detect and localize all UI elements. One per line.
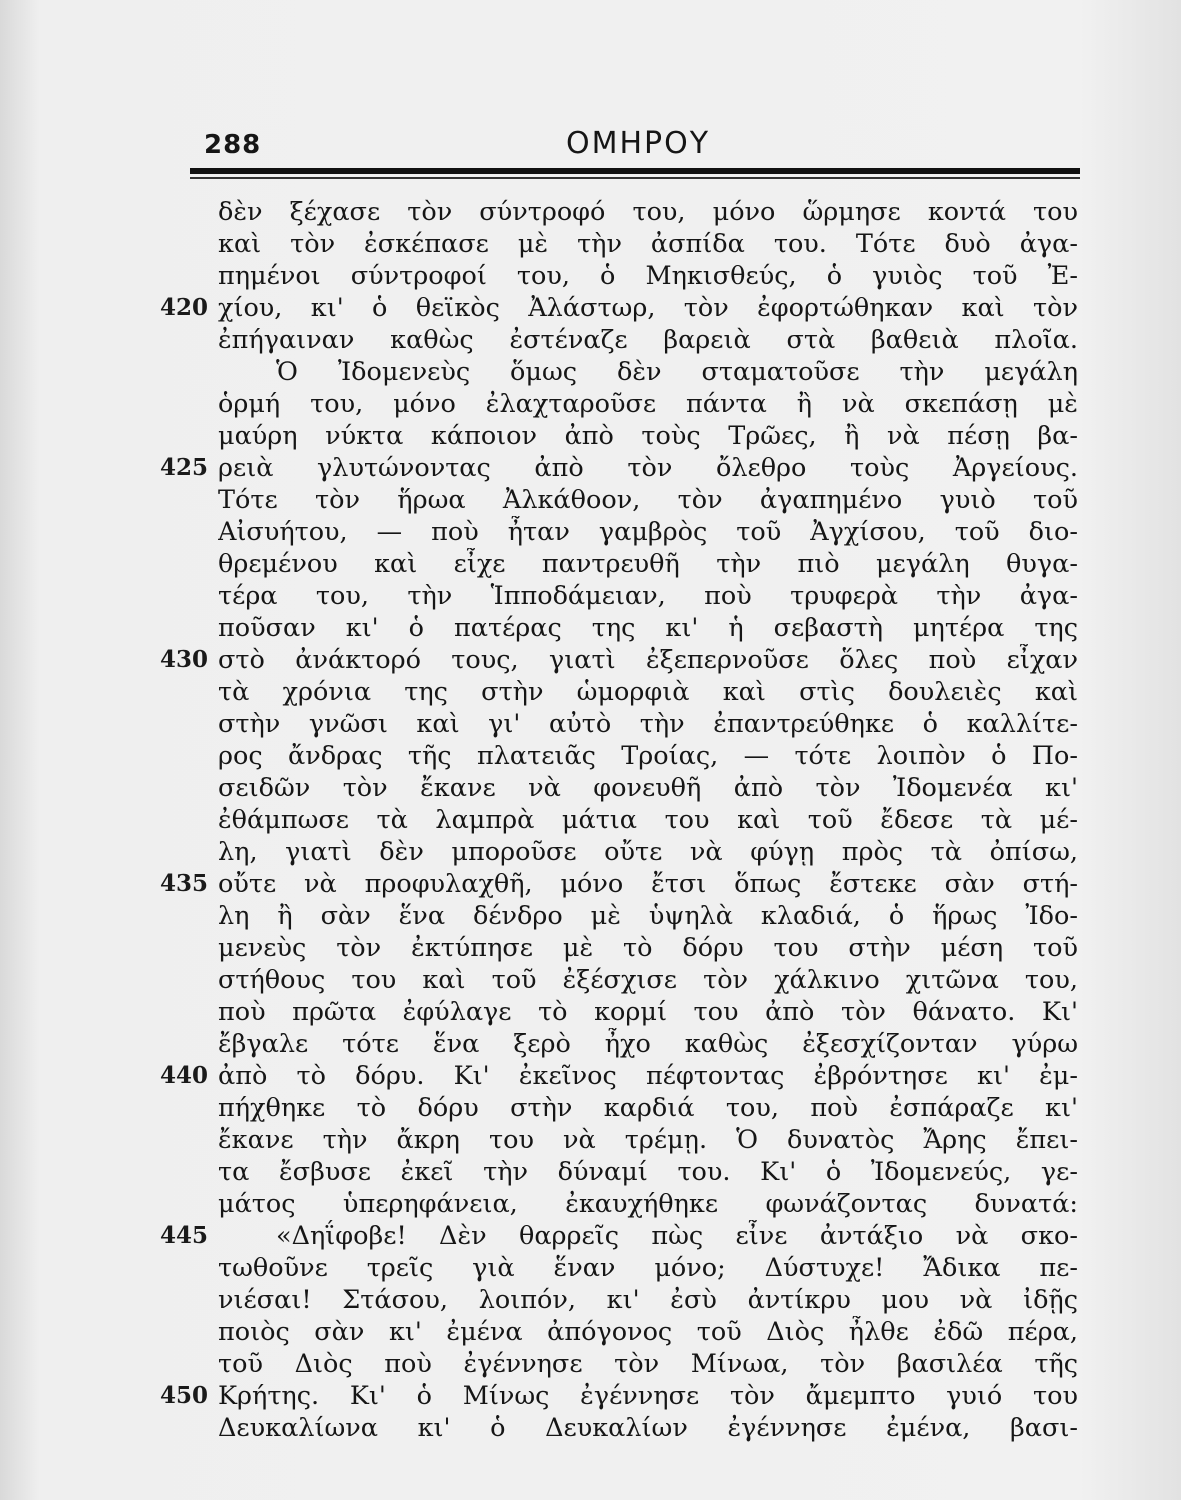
text-line: στὸ ἀνάκτορό τους, γιατὶ ἐξεπερνοῦσε ὅλες ποὺ εἶχαν <box>218 645 1078 675</box>
line-number: 445 <box>160 1222 209 1249</box>
text-line: μαύρη νύκτα κάποιον ἀπὸ τοὺς Τρῶες, ἢ νὰ πέσῃ βα- <box>218 421 1078 451</box>
text-line: ἐθάμπωσε τὰ λαμπρὰ μάτια του καὶ τοῦ ἔδεσε τὰ μέ- <box>218 805 1078 835</box>
text-line: οὔτε νὰ προφυλαχθῆ, μόνο ἔτσι ὅπως ἔστεκε σὰν στή- <box>218 869 1078 899</box>
text-line: ἐπήγαιναν καθὼς ἐστέναζε βαρειὰ στὰ βαθειὰ πλοῖα. <box>218 325 1078 355</box>
line-number: 435 <box>160 870 209 897</box>
text-line: μάτος ὑπερηφάνεια, ἐκαυχήθηκε φωνάζοντας δυνατά: <box>218 1189 1078 1219</box>
text-line: θρεμένου καὶ εἶχε παντρευθῆ τὴν πιὸ μεγάλη θυγα- <box>218 549 1078 579</box>
line-number: 450 <box>160 1382 209 1409</box>
text-line: ποιὸς σὰν κι' ἐμένα ἀπόγονος τοῦ Διὸς ἦλθε ἐδῶ πέρα, <box>218 1317 1078 1347</box>
text-line: στήθους του καὶ τοῦ ἐξέσχισε τὸν χάλκινο χιτῶνα του, <box>218 965 1078 995</box>
line-number: 425 <box>160 454 209 481</box>
text-line: ρος ἄνδρας τῆς πλατειᾶς Τροίας, — τότε λοιπὸν ὁ Πο- <box>218 741 1078 771</box>
text-line: τέρα του, τὴν Ἱπποδάμειαν, ποὺ τρυφερὰ τὴν ἀγα- <box>218 581 1078 611</box>
text-line: μενεὺς τὸν ἐκτύπησε μὲ τὸ δόρυ του στὴν μέση τοῦ <box>218 933 1078 963</box>
text-line: ρειὰ γλυτώνοντας ἀπὸ τὸν ὄλεθρο τοὺς Ἀργείους. <box>218 453 1078 483</box>
text-line: Αἰσυήτου, — ποὺ ἦταν γαμβρὸς τοῦ Ἀγχίσου, τοῦ διο- <box>218 517 1078 547</box>
text-line: δὲν ξέχασε τὸν σύντροφό του, μόνο ὥρμησε κοντά του <box>218 197 1078 227</box>
main-text <box>218 196 1078 1444</box>
line-number: 420 <box>160 294 209 321</box>
text-line: νιέσαι! Στάσου, λοιπόν, κι' ἐσὺ ἀντίκρυ μου νὰ ἰδῇς <box>218 1285 1078 1315</box>
line-number: 440 <box>160 1062 209 1089</box>
text-line: χίου, κι' ὁ θεϊκὸς Ἀλάστωρ, τὸν ἐφορτώθηκαν καὶ τὸν <box>218 293 1078 323</box>
text-line: Ὁ Ἰδομενεὺς ὅμως δὲν σταματοῦσε τὴν μεγάλη <box>276 357 1078 387</box>
text-line: τὰ χρόνια της στὴν ὡμορφιὰ καὶ στὶς δουλειὲς καὶ <box>218 677 1078 707</box>
text-line: πήχθηκε τὸ δόρυ στὴν καρδιά του, ποὺ ἐσπάραζε κι' <box>218 1093 1078 1123</box>
text-line: πημένοι σύντροφοί του, ὁ Μηκισθεύς, ὁ γυιὸς τοῦ Ἐ- <box>218 261 1078 291</box>
text-line: ὁρμή του, μόνο ἐλαχταροῦσε πάντα ἢ νὰ σκεπάσῃ μὲ <box>218 389 1078 419</box>
page-header <box>196 126 1076 166</box>
text-line: ἔκανε τὴν ἄκρη του νὰ τρέμῃ. Ὁ δυνατὸς Ἄρης ἔπει- <box>218 1125 1078 1155</box>
page-number: 288 <box>204 130 262 160</box>
line-number: 430 <box>160 646 209 673</box>
text-line: λη, γιατὶ δὲν μποροῦσε οὔτε νὰ φύγῃ πρὸς τὰ ὀπίσω, <box>218 837 1078 867</box>
text-line: ἀπὸ τὸ δόρυ. Κι' ἐκεῖνος πέφτοντας ἐβρόντησε κι' ἐμ- <box>218 1061 1078 1091</box>
text-line: σειδῶν τὸν ἔκανε νὰ φονευθῆ ἀπὸ τὸν Ἰδομενέα κι' <box>218 773 1078 803</box>
running-head: ΟΜΗΡΟΥ <box>566 126 711 161</box>
header-rule <box>190 168 1080 174</box>
text-line: λη ἢ σὰν ἕνα δένδρο μὲ ὑψηλὰ κλαδιά, ὁ ἥρως Ἰδο- <box>218 901 1078 931</box>
text-line: Τότε τὸν ἥρωα Ἀλκάθοον, τὸν ἀγαπημένο γυιὸ τοῦ <box>218 485 1078 515</box>
text-line: τοῦ Διὸς ποὺ ἐγέννησε τὸν Μίνωα, τὸν βασιλέα τῆς <box>218 1349 1078 1379</box>
header-rule-thin <box>190 177 1080 179</box>
text-line: καὶ τὸν ἐσκέπασε μὲ τὴν ἀσπίδα του. Τότε δυὸ ἀγα- <box>218 229 1078 259</box>
text-line: Δευκαλίωνα κι' ὁ Δευκαλίων ἐγέννησε ἐμένα, βασι- <box>218 1413 1078 1443</box>
text-line: στὴν γνῶσι καὶ γι' αὐτὸ τὴν ἐπαντρεύθηκε ὁ καλλίτε- <box>218 709 1078 739</box>
text-line: «Δηΐφοβε! Δὲν θαρρεῖς πὼς εἶνε ἀντάξιο νὰ σκο- <box>276 1221 1078 1251</box>
text-line: ποῦσαν κι' ὁ πατέρας της κι' ἡ σεβαστὴ μητέρα της <box>218 613 1078 643</box>
text-line: ποὺ πρῶτα ἐφύλαγε τὸ κορμί του ἀπὸ τὸν θάνατο. Κι' <box>218 997 1078 1027</box>
text-line: ἔβγαλε τότε ἕνα ξερὸ ἦχο καθὼς ἐξεσχίζονταν γύρω <box>218 1029 1078 1059</box>
text-line: τωθοῦνε τρεῖς γιὰ ἕναν μόνο; Δύστυχε! Ἄδικα πε- <box>218 1253 1078 1283</box>
text-line: Κρήτης. Κι' ὁ Μίνως ἐγέννησε τὸν ἄμεμπτο γυιό του <box>218 1381 1078 1411</box>
text-line: τα ἔσβυσε ἐκεῖ τὴν δύναμί του. Κι' ὁ Ἰδομενεύς, γε- <box>218 1157 1078 1187</box>
